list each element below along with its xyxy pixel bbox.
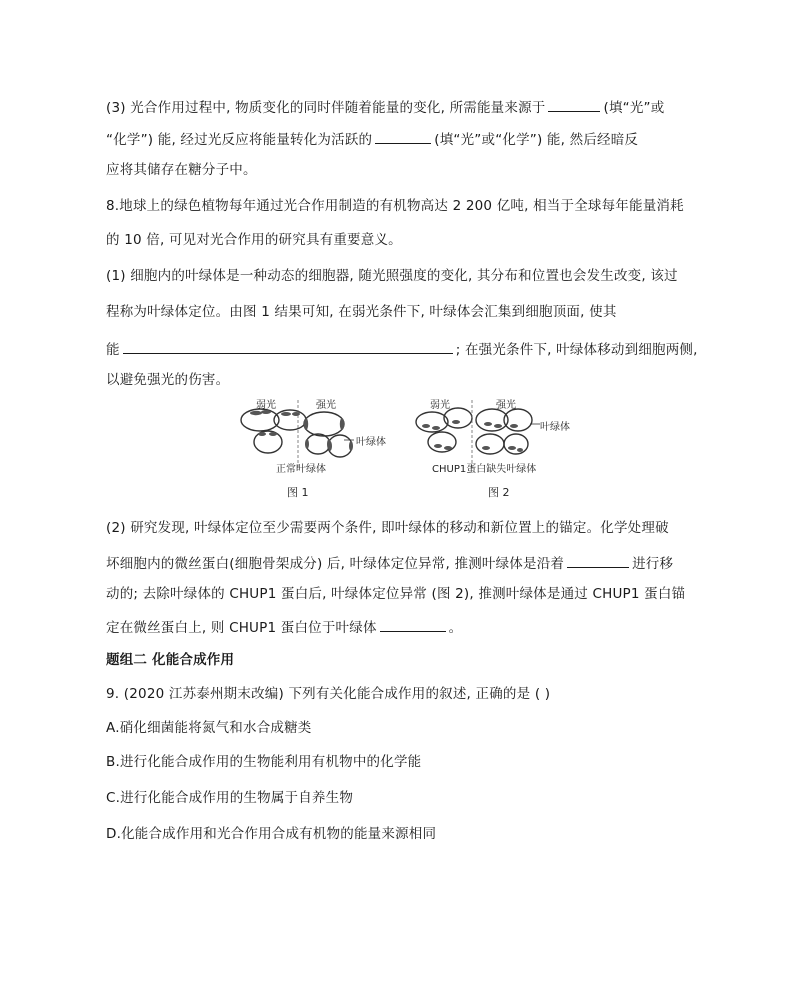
text-fragment: (填“光”或“化学”) 能, 然后经暗反 — [434, 132, 639, 148]
group-2-heading: 题组二 化能合成作用 — [106, 652, 235, 668]
text-fragment: “化学”) 能, 经过光反应将能量转化为活跃的 — [106, 132, 373, 148]
figure-1-strong-light-label: 强光 — [316, 400, 336, 411]
text-fragment: ; 在强光条件下, 叶绿体移动到细胞两侧, — [455, 342, 698, 358]
q8-stem-line1: 8.地球上的绿色植物每年通过光合作用制造的有机物高达 2 200 亿吨, 相当于全球每年能量消耗 — [106, 198, 684, 214]
q8-part2-line2 — [106, 552, 706, 574]
q8-part1-line2: 程称为叶绿体定位。由图 1 结果可知, 在弱光条件下, 叶绿体会汇集到细胞顶面, 使其 — [106, 304, 617, 320]
text-fragment: (3) 光合作用过程中, 物质变化的同时伴随着能量的变化, 所需能量来源于 — [106, 100, 546, 116]
figure-2-caption: 图 2 — [488, 486, 510, 499]
q9-option-a[interactable]: A.硝化细菌能将氮气和水合成糖类 — [106, 720, 312, 736]
q9-option-c[interactable]: C.进行化能合成作用的生物属于自养生物 — [106, 790, 354, 806]
answer-blank-weak-light[interactable] — [123, 338, 453, 354]
q8-part2-line3: 动的; 去除叶绿体的 CHUP1 蛋白后, 叶绿体定位异常 (图 2), 推测叶绿体是通过 CHUP1 蛋白锚 — [106, 586, 686, 602]
answer-blank-active-energy[interactable] — [375, 128, 431, 144]
q8-part1-line4: 以避免强光的伤害。 — [106, 372, 230, 388]
text-fragment: (填“光”或 — [603, 100, 665, 116]
q7-part3-line1 — [106, 96, 696, 118]
figure-2-chup1-deficient — [412, 396, 572, 475]
figure-1-subtitle: 正常叶绿体 — [276, 464, 326, 475]
text-fragment: 进行移 — [632, 556, 674, 572]
text-fragment: 坏细胞内的微丝蛋白(细胞骨架成分) 后, 叶绿体定位异常, 推测叶绿体是沿着 — [106, 556, 565, 572]
figure-2-strong-light-label: 强光 — [496, 400, 516, 411]
figure-2-weak-light-label: 弱光 — [430, 400, 450, 411]
q8-part2-line4 — [106, 616, 696, 638]
q9-stem: 9. (2020 江苏泰州期末改编) 下列有关化能合成作用的叙述, 正确的是 ( ) — [106, 686, 551, 702]
q7-part3-line2 — [106, 128, 696, 150]
figure-1-normal-chloroplast — [236, 396, 386, 475]
figure-1-weak-light-label: 弱光 — [256, 400, 276, 411]
q8-part1-line3 — [106, 338, 706, 360]
text-fragment: 。 — [448, 620, 463, 636]
answer-blank-move-along[interactable] — [567, 552, 629, 568]
q8-part1-line1: (1) 细胞内的叶绿体是一种动态的细胞器, 随光照强度的变化, 其分布和位置也会发生改变, 该过 — [106, 268, 678, 284]
q9-option-b[interactable]: B.进行化能合成作用的生物能利用有机物中的化学能 — [106, 754, 422, 770]
text-fragment: 定在微丝蛋白上, 则 CHUP1 蛋白位于叶绿体 — [106, 620, 377, 636]
q9-option-d[interactable]: D.化能合成作用和光合作用合成有机物的能量来源相同 — [106, 826, 437, 842]
figure-1-caption: 图 1 — [287, 486, 309, 499]
answer-blank-energy-source[interactable] — [548, 96, 600, 112]
q7-part3-line3: 应将其储存在糖分子中。 — [106, 162, 257, 178]
text-fragment: 能 — [106, 342, 120, 358]
figure-1-chloroplast-label: 叶绿体 — [356, 437, 386, 448]
figure-2-subtitle: CHUP1蛋白缺失叶绿体 — [432, 464, 537, 475]
q8-stem-line2: 的 10 倍, 可见对光合作用的研究具有重要意义。 — [106, 232, 402, 248]
answer-blank-chup1-location[interactable] — [380, 616, 446, 632]
figure-2-chloroplast-label: 叶绿体 — [540, 422, 570, 433]
q8-part2-line1: (2) 研究发现, 叶绿体定位至少需要两个条件, 即叶绿体的移动和新位置上的锚定。化学处理破 — [106, 520, 669, 536]
